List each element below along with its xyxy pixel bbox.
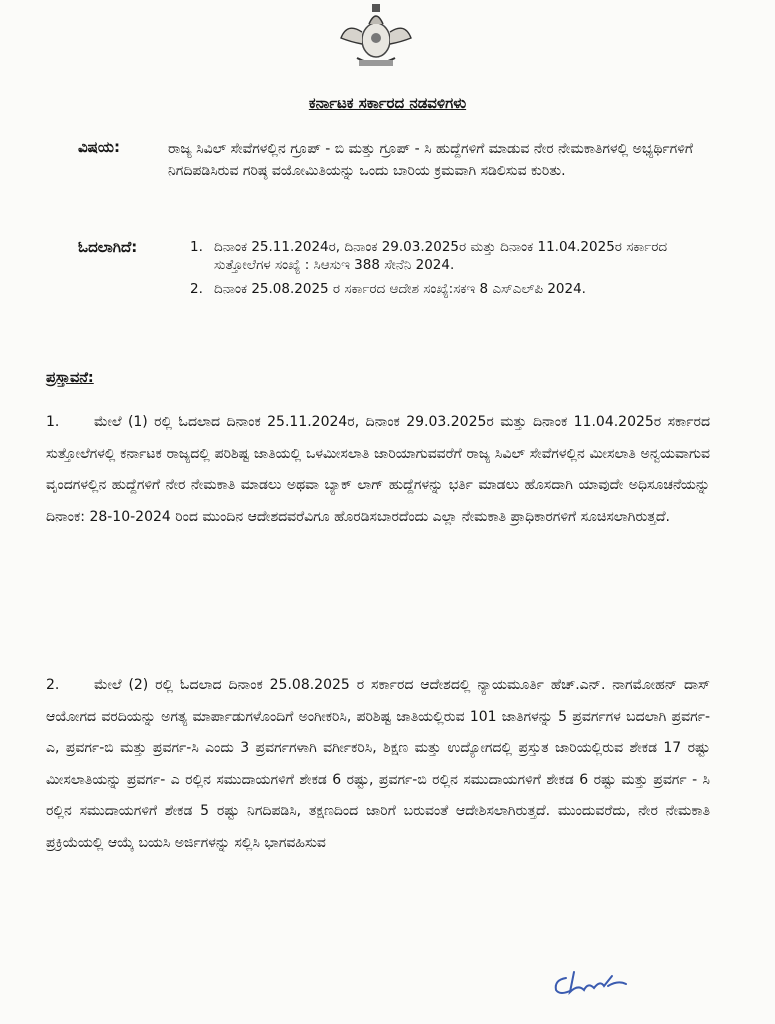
reference-number: 1.	[190, 239, 203, 255]
subject-label: ವಿಷಯ:	[78, 138, 120, 156]
paragraph-text: ಮೇಲೆ (1) ರಲ್ಲಿ ಓದಲಾದ ದಿನಾಂಕ 25.11.2024ರ, ದಿನಾಂಕ 29.03.2025ರ ಮತ್ತು ದಿನಾಂಕ 11.04.2025ರ ಸರ್ಕಾರದ ಸುತ್ತೋಲೆಗಳಲ್ಲಿ ಕರ್ನಾಟಕ ರಾಜ್ಯದಲ್ಲಿ ಪರಿಶಿಷ್ಟ ಜಾತಿಯಲ್ಲಿ ಒಳಮೀಸಲಾತಿ ಜಾರಿಯಾಗುವವರೆಗೆ ರಾಜ್ಯ ಸಿವಿಲ್ ಸೇವೆಗಳಲ್ಲಿನ ಮೀಸಲಾತಿ ಅನ್ವಯವಾಗುವ ವೃಂದಗಳಲ್ಲಿನ ಹುದ್ದೆಗಳಿಗೆ ನೇರ ನೇಮಕಾತಿ ಮಾಡಲು ಅಥವಾ ಬ್ಯಾಕ್ ಲಾಗ್ ಹುದ್ದೆಗಳನ್ನು ಭರ್ತಿ ಮಾಡಲು ಹೊಸದಾಗಿ ಯಾವುದೇ ಅಧಿಸೂಚನೆಯನ್ನು ದಿನಾಂಕ: 28-10-2024 ರಿಂದ ಮುಂದಿನ ಆದೇಶದವರೆವಿಗೂ ಹೊರಡಿಸಬಾರದೆಂದು ಎಲ್ಲಾ ನೇಮಕಾತಿ ಪ್ರಾಧಿಕಾರಗಳಿಗೆ ಸೂಚಿಸಲಾಗಿರುತ್ತದೆ.	[46, 414, 710, 525]
paragraph-number: 1.	[46, 414, 60, 430]
signature	[548, 960, 638, 1000]
reference-number: 2.	[190, 281, 203, 297]
preamble-label: ಪ್ರಸ್ತಾವನೆ:	[46, 370, 94, 386]
references-label: ಓದಲಾಗಿದೆ:	[78, 238, 138, 256]
state-emblem-icon	[333, 2, 419, 72]
subject-text: ರಾಜ್ಯ ಸಿವಿಲ್ ಸೇವೆಗಳಲ್ಲಿನ ಗ್ರೂಪ್ - ಬಿ ಮತ್ತು ಗ್ರೂಪ್ - ಸಿ ಹುದ್ದೆಗಳಿಗೆ ಮಾಡುವ ನೇರ ನೇಮಕಾತಿಗಳಲ್ಲಿ ಅಭ್ಯರ್ಥಿಗಳಿಗೆ ನಿಗದಿಪಡಿಸಿರುವ ಗರಿಷ್ಠ ವಯೋಮಿತಿಯನ್ನು ಒಂದು ಬಾರಿಯ ಕ್ರಮವಾಗಿ ಸಡಿಲಿಸುವ ಕುರಿತು.	[168, 141, 693, 179]
reference-text: ದಿನಾಂಕ 25.08.2025 ರ ಸರ್ಕಾರದ ಆದೇಶ ಸಂಖ್ಯೆ:ಸಕಇ 8 ಎಸ್‌ಎಲ್‌ಪಿ 2024.	[214, 281, 586, 297]
references-list	[190, 238, 725, 304]
paragraph-text: ಮೇಲೆ (2) ರಲ್ಲಿ ಓದಲಾದ ದಿನಾಂಕ 25.08.2025 ರ ಸರ್ಕಾರದ ಆದೇಶದಲ್ಲಿ ನ್ಯಾಯಮೂರ್ತಿ ಹೆಚ್.ಎನ್. ನಾಗಮೋಹನ್ ದಾಸ್ ಆಯೋಗದ ವರದಿಯನ್ನು ಅಗತ್ಯ ಮಾರ್ಪಾಡುಗಳೊಂದಿಗೆ ಅಂಗೀಕರಿಸಿ, ಪರಿಶಿಷ್ಟ ಜಾತಿಯಲ್ಲಿರುವ 101 ಜಾತಿಗಳನ್ನು 5 ಪ್ರವರ್ಗಗಳ ಬದಲಾಗಿ ಪ್ರವರ್ಗ- ಎ, ಪ್ರವರ್ಗ-ಬಿ ಮತ್ತು ಪ್ರವರ್ಗ-ಸಿ ಎಂದು 3 ಪ್ರವರ್ಗಗಳಾಗಿ ವರ್ಗೀಕರಿಸಿ, ಶಿಕ್ಷಣ ಮತ್ತು ಉದ್ಯೋಗದಲ್ಲಿ ಪ್ರಸ್ತುತ ಜಾರಿಯಲ್ಲಿರುವ ಶೇಕಡ 17 ರಷ್ಟು ಮೀಸಲಾತಿಯನ್ನು ಪ್ರವರ್ಗ- ಎ ರಲ್ಲಿನ ಸಮುದಾಯಗಳಿಗೆ ಶೇಕಡ 6 ರಷ್ಟು, ಪ್ರವರ್ಗ-ಬಿ ರಲ್ಲಿನ ಸಮುದಾಯಗಳಿಗೆ ಶೇಕಡ 6 ರಷ್ಟು ಮತ್ತು ಪ್ರವರ್ಗ - ಸಿ ರಲ್ಲಿನ ಸಮುದಾಯಗಳಿಗೆ ಶೇಕಡ 5 ರಷ್ಟು ನಿಗದಿಪಡಿಸಿ, ತಕ್ಷಣದಿಂದ ಜಾರಿಗೆ ಬರುವಂತೆ ಆದೇಶಿಸಲಾಗಿರುತ್ತದೆ. ಮುಂದುವರೆದು, ನೇರ ನೇಮಕಾತಿ ಪ್ರಕ್ರಿಯೆಯಲ್ಲಿ ಆಯ್ಕೆ ಬಯಸಿ ಅರ್ಜಿಗಳನ್ನು ಸಲ್ಲಿಸಿ ಭಾಗವಹಿಸುವ	[46, 677, 710, 851]
paragraph-number: 2.	[46, 677, 60, 693]
reference-item	[190, 280, 725, 298]
reference-item	[190, 238, 725, 274]
paragraph	[46, 670, 710, 859]
reference-text: ದಿನಾಂಕ 25.11.2024ರ, ದಿನಾಂಕ 29.03.2025ರ ಮತ್ತು ದಿನಾಂಕ 11.04.2025ರ ಸರ್ಕಾರದ ಸುತ್ತೋಲೆಗಳ ಸಂಖ್ಯೆ : ಸಿಆಸುಇ 388 ಸೇನೆನಿ 2024.	[214, 239, 668, 273]
document-heading: ಕರ್ನಾಟಕ ಸರ್ಕಾರದ ನಡವಳಿಗಳು	[308, 94, 467, 112]
paragraph	[46, 407, 710, 533]
